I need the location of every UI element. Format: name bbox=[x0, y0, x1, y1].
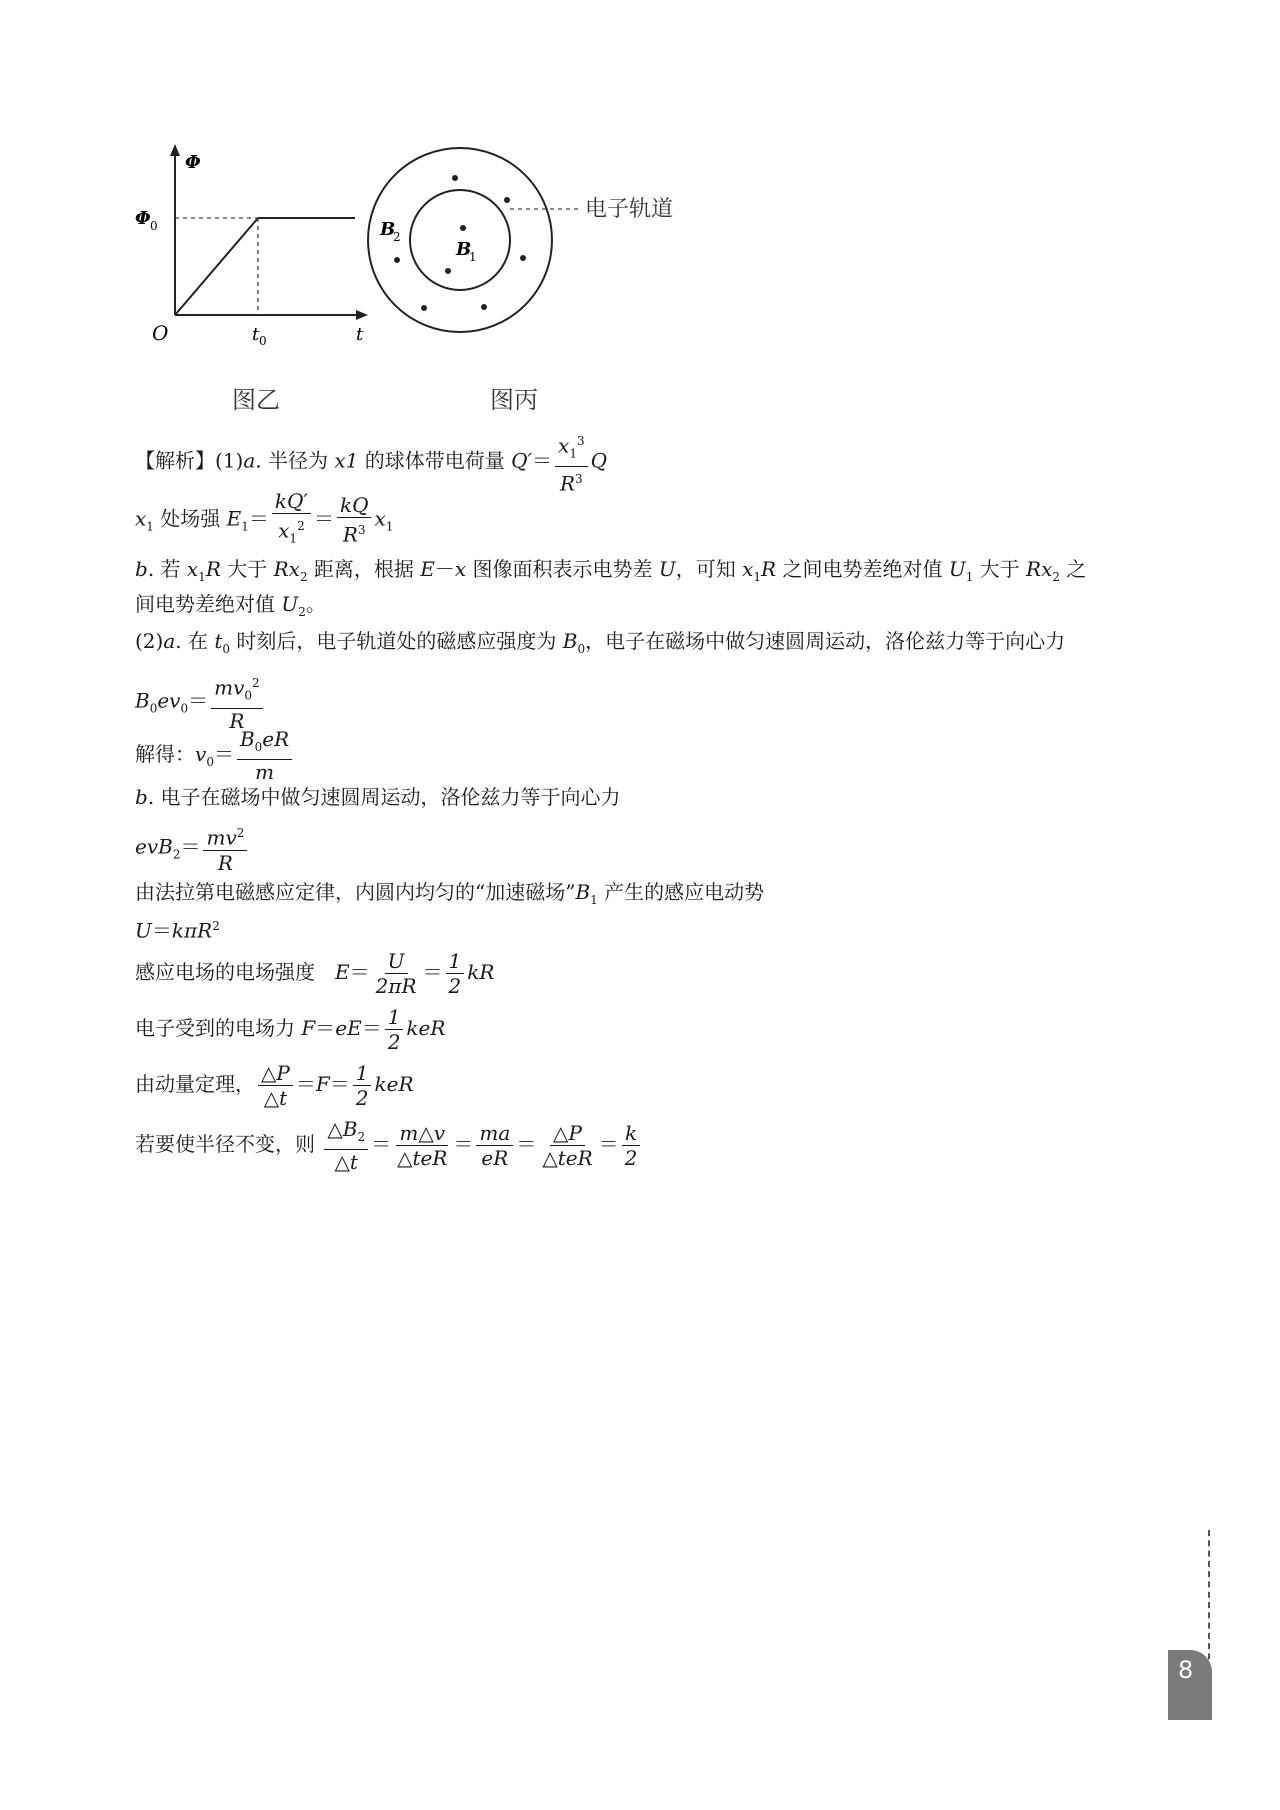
solution-line-11: U＝kπR$^2$ bbox=[135, 918, 220, 943]
figure-yi-caption: 图乙 bbox=[232, 386, 280, 414]
figure-bing-diagram bbox=[360, 140, 710, 350]
solution-line-13: 电子受到的电场力 F＝eE＝ $\frac{1}{2}$ keR bbox=[135, 1005, 446, 1054]
orbit-label: 电子轨道 bbox=[585, 197, 674, 222]
solution-line-5: (2)a. 在 $t_0$ 时刻后，电子轨道处的磁感应强度为 $B_0$，电子在磁场中做匀速圆周运动，洛伦兹力等于向心力 bbox=[135, 629, 1066, 656]
solution-line-12: 感应电场的电场强度 E＝ $\frac{U}{2\pi R}$ ＝ $\frac{1}{2}$ kR bbox=[135, 949, 495, 998]
solution-line-4: 间电势差绝对值 $U_2$。 bbox=[135, 592, 326, 619]
b2-sub: 2 bbox=[393, 230, 401, 244]
solution-line-10: 由法拉第电磁感应定律，内圆内均匀的“加速磁场$”B_1$ 产生的感应电动势 bbox=[135, 880, 765, 907]
y-axis-label: Φ bbox=[185, 152, 201, 173]
phi0-label: Φ bbox=[135, 208, 151, 229]
figure-yi-graph bbox=[130, 140, 390, 360]
solution-line-2: $x_1$ 处场强 $E_1=$ $\frac{kQ'}{x_1^2}$ ＝ $\frac{kQ}{R^3}$ $x_1$ bbox=[135, 489, 394, 547]
x-axis-label: t bbox=[356, 324, 364, 345]
solution-line-1: 【解析】(1)a. 半径为 x1 的球体带电荷量 Q′＝ $\frac{x_1^3}{R^3}$ Q bbox=[135, 430, 607, 494]
figure-bing-caption: 图丙 bbox=[490, 386, 538, 414]
solution-line-8: b. 电子在磁场中做匀速圆周运动，洛伦兹力等于向心力 bbox=[135, 785, 621, 809]
solution-line-15: 若要使半径不变，则 $\frac{\triangle B_2}{\triangle t}$ ＝ $\frac{m\triangle v}{\text{△teR}}$ ＝ $\frac{ma}{eR}$ ＝ $\frac{\triangle P}{\text{△teR}}$ ＝ $\frac{k}{2}$ bbox=[135, 1118, 643, 1173]
t0-label: t bbox=[252, 324, 260, 345]
t0-sub: 0 bbox=[259, 334, 267, 348]
solution-line-6: $B_0ev_0=$ $\frac{mv_0^2}{R}$ bbox=[135, 672, 266, 732]
solution-line-7: 解得：$v_0=$ $\frac{B_0eR}{m}$ bbox=[135, 728, 295, 783]
b1-sub: 1 bbox=[469, 250, 477, 264]
phi0-sub: 0 bbox=[150, 219, 158, 233]
b1-label: B bbox=[456, 239, 472, 260]
page-number: 8 bbox=[1178, 1656, 1194, 1684]
b2-label: B bbox=[380, 219, 396, 240]
origin-label: O bbox=[152, 321, 169, 345]
solution-line-3: b. 若 $x_1R$ 大于 $Rx_2$ 距离，根据 E－x 图像面积表示电势差 U，可知 $x_1R$ 之间电势差绝对值 $U_1$ 大于 $Rx_2$ 之 bbox=[135, 557, 1087, 584]
margin-dashed-line bbox=[1208, 1530, 1210, 1680]
solution-line-9: evB$_2$＝ $\frac{mv^2}{R}$ bbox=[135, 822, 250, 874]
solution-line-14: 由动量定理， $\frac{\triangle P}{\triangle t}$ ＝F＝ $\frac{1}{2}$ keR bbox=[135, 1061, 414, 1110]
